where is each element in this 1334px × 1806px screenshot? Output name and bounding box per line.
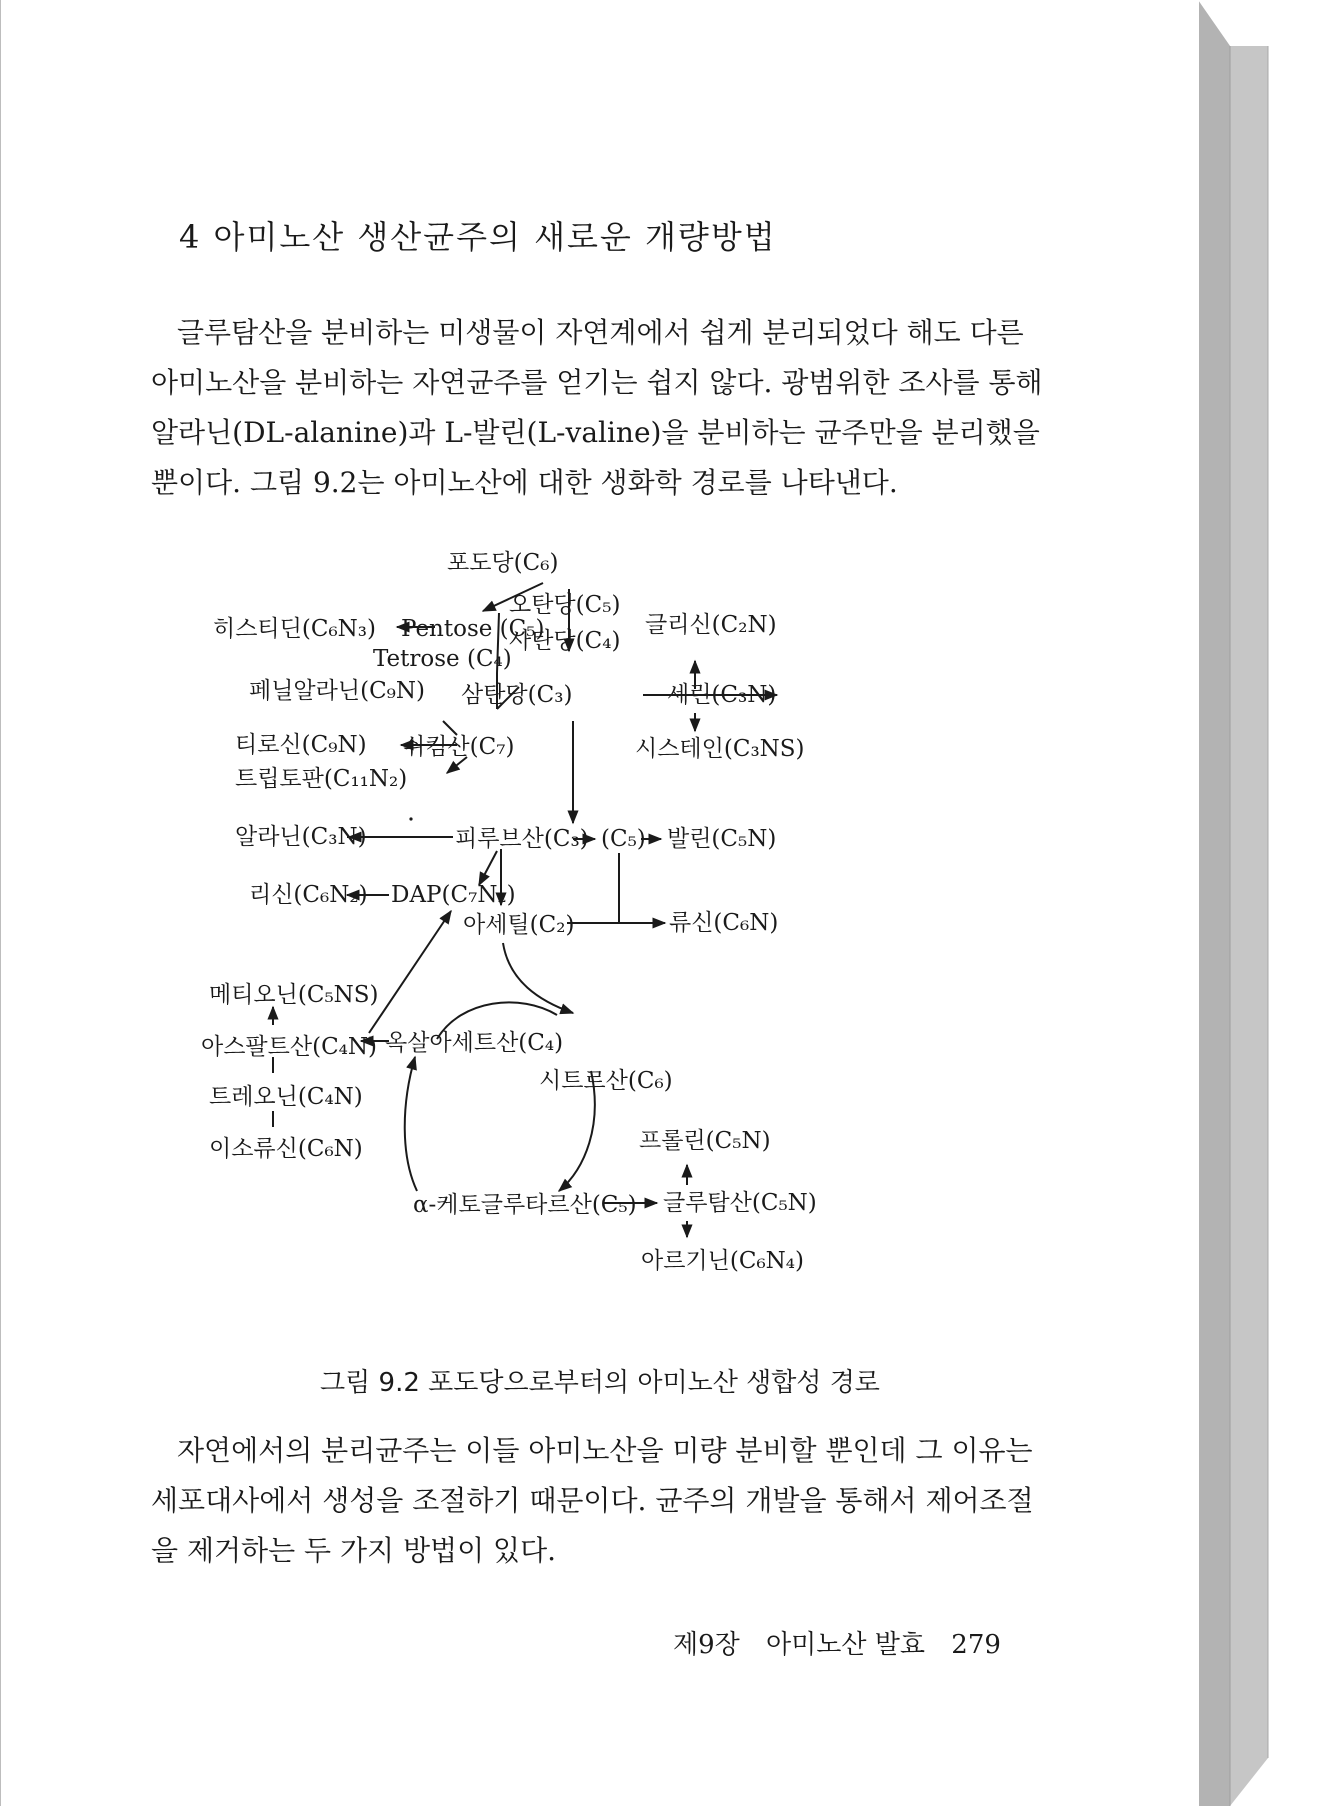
paragraph-intro — [151, 308, 1043, 508]
node-aspartate: 아스팔트산(C₄N) — [201, 1034, 377, 1060]
footer-chapter: 제9장 — [673, 1630, 740, 1660]
node-c5: (C₅) — [601, 826, 646, 852]
paragraph-line: 자연에서의 분리균주는 이들 아미노산을 미량 분비할 뿐인데 그 이유는 — [177, 1434, 1033, 1467]
node-phenylalanine: 페닐알라닌(C₉N) — [249, 678, 425, 704]
node-tetrose: Tetrose (C₄) — [373, 646, 512, 672]
page-number: 279 — [951, 1630, 1001, 1660]
node-glycine: 글리신(C₂N) — [645, 612, 777, 638]
paragraph-line: 글루탐산을 분비하는 미생물이 자연계에서 쉽게 분리되었다 해도 다른 — [177, 316, 1024, 349]
paragraph-line: 아미노산을 분비하는 자연균주를 얻기는 쉽지 않다. 광범위한 조사를 통해 — [151, 366, 1043, 399]
node-threonine: 트레오닌(C₄N) — [209, 1084, 363, 1110]
node-glucose: 포도당(C₆) — [447, 550, 559, 576]
node-ketoglutarate: α-케토글루타르산(C₅) — [413, 1192, 637, 1218]
node-tyrosine: 티로신(C₉N) — [235, 732, 367, 758]
node-acetyl: 아세틸(C₂) — [463, 912, 575, 938]
node-leucine: 류신(C₆N) — [669, 910, 779, 936]
node-proline: 프롤린(C₅N) — [639, 1128, 771, 1154]
node-glutamate: 글루탐산(C₅N) — [663, 1190, 817, 1216]
paragraph-line: 뿐이다. 그림 9.2는 아미노산에 대한 생화학 경로를 나타낸다. — [151, 466, 898, 499]
node-tryptophan: 트립토판(C₁₁N₂) — [235, 766, 408, 792]
node-shikimate: 쉬킴산(C₇) — [403, 734, 515, 760]
figure-caption: 그림 9.2 포도당으로부터의 아미노산 생합성 경로 — [320, 1368, 880, 1398]
node-cysteine: 시스테인(C₃NS) — [635, 736, 805, 762]
node-histidine: 히스티딘(C₆N₃) — [213, 616, 376, 642]
page-footer — [673, 1624, 1019, 1661]
node-alanine: 알라닌(C₃N) — [235, 824, 367, 850]
node-citrate: 시트르산(C₆) — [539, 1068, 673, 1094]
node-lysine: 리신(C₆N₂) — [249, 882, 368, 908]
node-pyruvate: 피루브산(C₃) — [455, 826, 589, 852]
node-tetrose-kr: 사탄당(C₄) — [509, 628, 621, 654]
node-pentose: Pentose (C₅) — [401, 616, 545, 642]
section-heading: 4 아미노산 생산균주의 새로운 개량방법 — [179, 218, 777, 256]
node-triose: 삼탄당(C₃) — [461, 682, 573, 708]
footer-title: 아미노산 발효 — [766, 1630, 926, 1660]
node-serine: 세린(C₃N) — [667, 682, 777, 708]
paragraph-line: 을 제거하는 두 가지 방법이 있다. — [151, 1534, 557, 1567]
node-isoleucine: 이소류신(C₆N) — [209, 1136, 363, 1162]
pathway-arrows — [221, 545, 921, 1345]
node-oxaloacetate: 옥살아세트산(C₄) — [385, 1030, 564, 1056]
node-arginine: 아르기닌(C₆N₄) — [641, 1248, 804, 1274]
node-valine: 발린(C₅N) — [667, 826, 777, 852]
node-octose: 오탄당(C₅) — [509, 592, 621, 618]
node-dap: DAP(C₇N₂) — [391, 882, 516, 908]
paragraph-conclusion — [151, 1426, 1034, 1576]
paragraph-line: 알라닌(DL-alanine)과 L-발린(L-valine)을 분비하는 균주만을 분리했을 — [151, 416, 1040, 449]
paragraph-line: 세포대사에서 생성을 조절하기 때문이다. 균주의 개발을 통해서 제어조절 — [151, 1484, 1034, 1517]
node-methionine: 메티오닌(C₅NS) — [209, 982, 379, 1008]
pathway-diagram — [201, 545, 921, 1345]
